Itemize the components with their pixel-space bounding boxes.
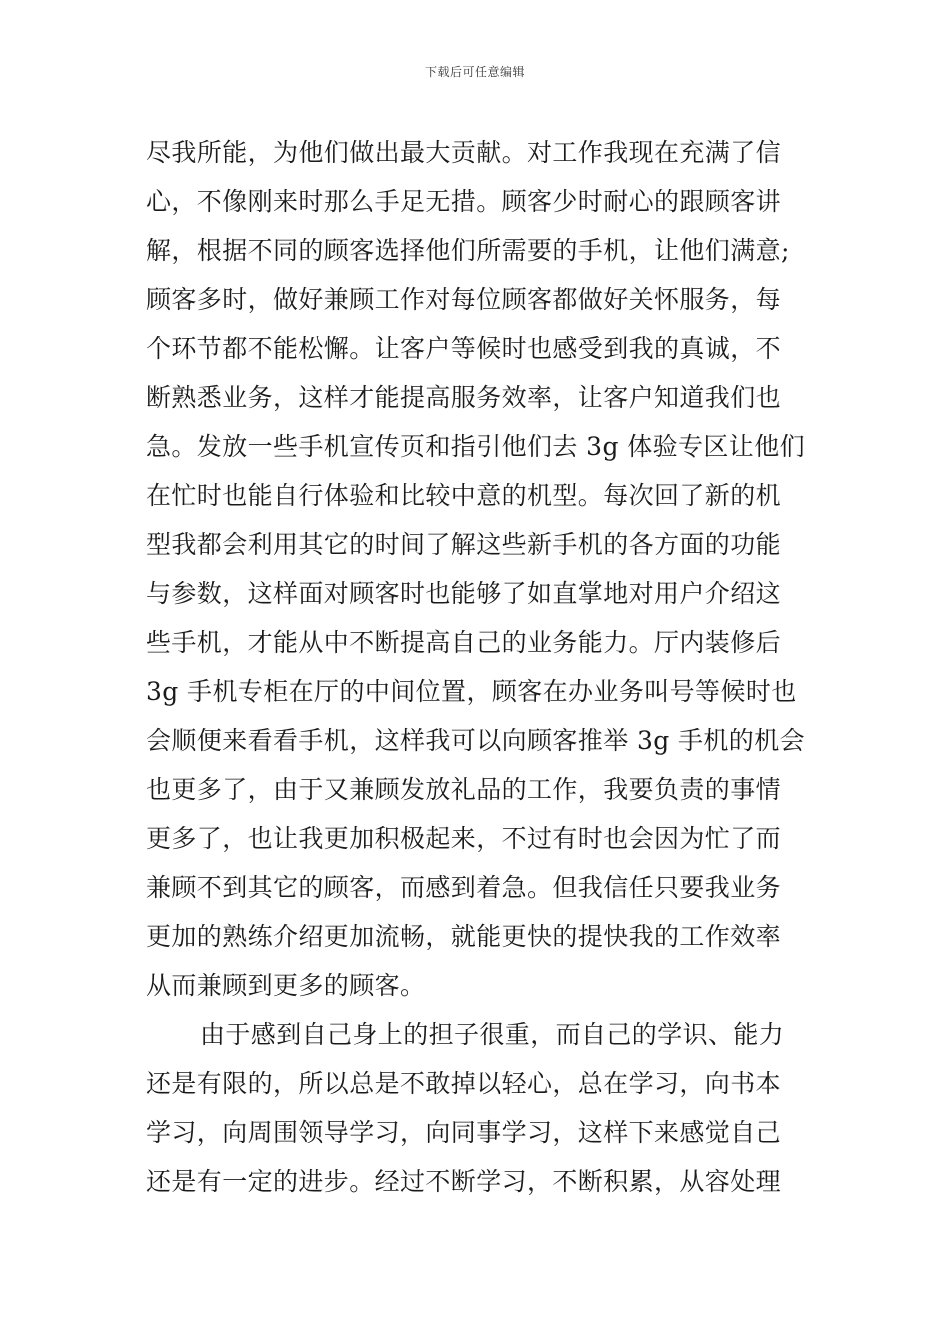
- text-line: 更多了，也让我更加积极起来，不过有时也会因为忙了而: [146, 824, 782, 853]
- text-line: 还是有限的，所以总是不敢掉以轻心，总在学习，向书本: [146, 1069, 782, 1098]
- text-line: 更加的熟练介绍更加流畅，就能更快的提快我的工作效率: [146, 922, 782, 951]
- text-line: 顾客多时，做好兼顾工作对每位顾客都做好关怀服务，每: [146, 285, 782, 314]
- document-body: [146, 128, 806, 1206]
- text-line: 会顺便来看看手机，这样我可以向顾客推举 3g 手机的机会: [146, 726, 806, 755]
- text-line: 些手机，才能从中不断提高自己的业务能力。厅内装修后: [146, 628, 782, 657]
- text-line: 学习，向周围领导学习，向同事学习，这样下来感觉自己: [146, 1118, 782, 1147]
- text-line: 3g 手机专柜在厅的中间位置，顾客在办业务叫号等候时也: [146, 677, 797, 706]
- text-line: 断熟悉业务，这样才能提高服务效率，让客户知道我们也: [146, 383, 782, 412]
- paragraph-1: [146, 128, 806, 1010]
- text-line: 型我都会利用其它的时间了解这些新手机的各方面的功能: [146, 530, 782, 559]
- text-line-indented: 由于感到自己身上的担子很重，而自己的学识、能力: [200, 1020, 785, 1049]
- text-line: 还是有一定的进步。经过不断学习，不断积累，从容处理: [146, 1167, 782, 1196]
- text-line: 急。发放一些手机宣传页和指引他们去 3g 体验专区让他们: [146, 432, 806, 461]
- text-line: 心，不像刚来时那么手足无措。顾客少时耐心的跟顾客讲: [146, 187, 782, 216]
- text-line: 解，根据不同的顾客选择他们所需要的手机，让他们满意;: [146, 236, 790, 265]
- text-line: 兼顾不到其它的顾客，而感到着急。但我信任只要我业务: [146, 873, 782, 902]
- text-line: 也更多了，由于又兼顾发放礼品的工作，我要负责的事情: [146, 775, 782, 804]
- text-line: 在忙时也能自行体验和比较中意的机型。每次回了新的机: [146, 481, 782, 510]
- text-line: 从而兼顾到更多的顾客。: [146, 971, 426, 1000]
- text-line: 与参数，这样面对顾客时也能够了如直掌地对用户介绍这: [146, 579, 782, 608]
- page-header: 下载后可任意编辑: [424, 65, 525, 79]
- text-line: 个环节都不能松懈。让客户等候时也感受到我的真诚，不: [146, 334, 782, 363]
- text-line: 尽我所能，为他们做出最大贡献。对工作我现在充满了信: [146, 138, 782, 167]
- paragraph-2: [146, 1010, 806, 1206]
